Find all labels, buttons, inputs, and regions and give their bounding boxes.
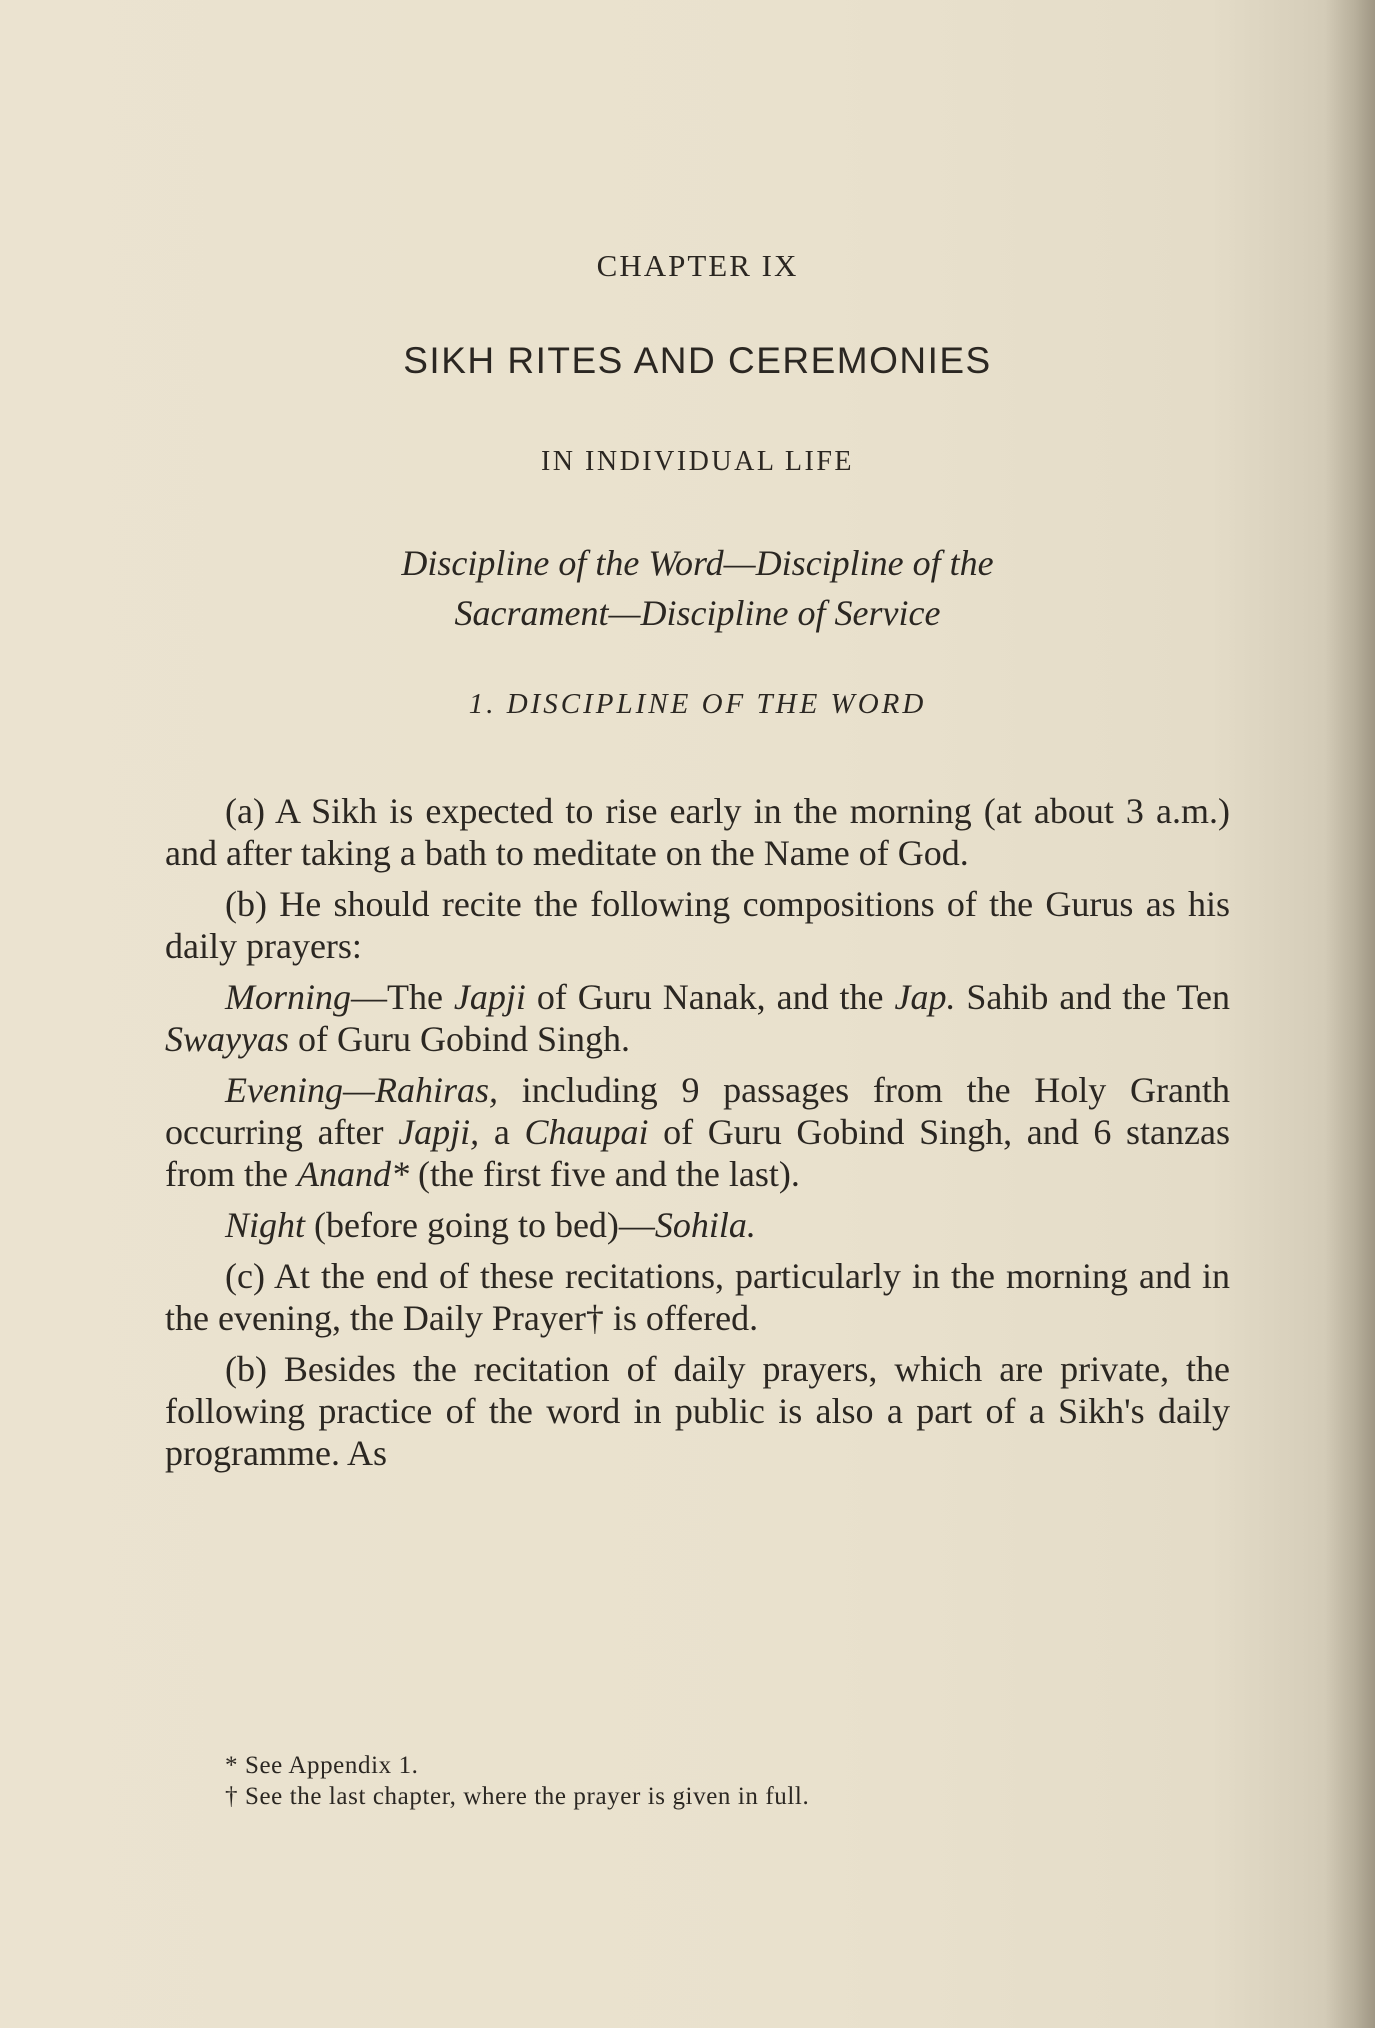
paragraph-a: (a) A Sikh is expected to rise early in the morning (at about 3 a.m.) and after taking a bath to meditate on the Name of God. [165,791,1230,873]
morning-label: Morning [225,977,351,1017]
evening-label: Evening—Rahiras, [225,1070,498,1110]
text-span: (the first five and the last). [408,1154,800,1194]
footnote-2: † See the last chapter, where the prayer is given in full. [225,1783,810,1810]
chapter-number: CHAPTER IX [596,248,799,283]
footnotes [225,1750,1225,1812]
night-label: Night [225,1205,306,1245]
paragraph-b2: (b) Besides the recitation of daily prayers, which are private, the following practice of the word in public is also a part of a Sikh's daily programme. As [165,1349,1230,1473]
paragraph-b: (b) He should recite the following compositions of the Gurus as his daily prayers: [165,884,1230,966]
section-heading: 1. DISCIPLINE OF THE WORD [468,688,927,720]
spine-shadow [1325,0,1375,2028]
swayyas-term: Swayyas [165,1019,289,1059]
japji-term: Japji, [398,1112,480,1152]
footnote-1: * See Appendix 1. [225,1752,419,1779]
summary-line-1: Discipline of the Word—Discipline of the [401,543,994,583]
anand-term: Anand* [296,1154,409,1194]
text-span: a [479,1112,525,1152]
text-span: Sahib and the Ten [955,977,1231,1017]
summary-line-2: Sacrament—Discipline of Service [454,593,941,633]
text-span: (before going to bed)— [305,1205,655,1245]
jap-term: Jap. [894,977,956,1017]
text-span: of Guru Gobind Singh. [288,1019,630,1059]
paragraph-night [165,1204,1230,1246]
chapter-summary [165,538,1230,638]
paragraph-morning [165,976,1230,1060]
chapter-subtitle: IN INDIVIDUAL LIFE [540,446,854,477]
sohila-term: Sohila. [654,1205,756,1245]
paragraph-c: (c) At the end of these recitations, particularly in the morning and in the evening, the Daily Prayer† is offered. [165,1256,1230,1338]
text-span: —The [351,977,454,1017]
paragraph-evening [165,1069,1230,1195]
body-text [165,790,1230,1483]
text-span: of Guru Gobind Singh, and 6 stanzas from the [165,1112,1231,1194]
japji-term: Japji [453,977,526,1017]
chaupai-term: Chaupai [524,1112,649,1152]
chapter-title: SIKH RITES AND CEREMONIES [403,340,992,381]
text-span: including 9 passages from the Holy Granth occurring after [165,1070,1230,1152]
text-span: of Guru Nanak, and the [525,977,895,1017]
